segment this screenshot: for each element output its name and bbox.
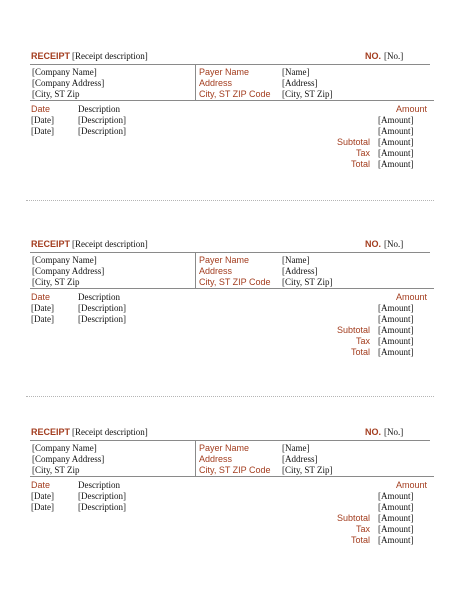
company-address: [Company Address]	[32, 454, 105, 464]
description-header: Description	[78, 292, 120, 302]
payer-address-label: Address	[199, 78, 233, 88]
subtotal-label: Subtotal	[336, 513, 370, 523]
line-item-date: [Date]	[31, 126, 54, 136]
receipt-1	[0, 0, 464, 170]
description-header: Description	[78, 104, 120, 114]
payer-name-label: Payer Name	[199, 443, 250, 453]
amount-header: Amount	[395, 292, 427, 302]
column-divider	[195, 441, 196, 476]
info-rule	[30, 288, 434, 289]
line-item-amount: [Amount]	[378, 126, 414, 136]
payer-city-label: City, ST ZIP Code	[199, 89, 271, 99]
line-item-description: [Description]	[78, 502, 126, 512]
line-item-description: [Description]	[78, 303, 126, 313]
subtotal-value: [Amount]	[378, 137, 414, 147]
receipt-number-value: [No.]	[384, 427, 404, 437]
tax-value: [Amount]	[378, 148, 414, 158]
payer-name-label: Payer Name	[199, 67, 250, 77]
line-item-amount: [Amount]	[378, 303, 414, 313]
company-city: [City, ST Zip	[32, 277, 80, 287]
header-rule	[30, 252, 430, 253]
company-address: [Company Address]	[32, 78, 105, 88]
payer-address-value: [Address]	[282, 266, 318, 276]
payer-city-value: [City, ST Zip]	[282, 277, 333, 287]
receipt-title: RECEIPT	[31, 51, 71, 61]
header-rule	[30, 440, 430, 441]
receipt-number-label: NO.	[365, 427, 382, 437]
subtotal-label: Subtotal	[336, 137, 370, 147]
total-label: Total	[350, 159, 370, 169]
amount-header: Amount	[395, 104, 427, 114]
tax-label: Tax	[355, 524, 370, 534]
company-city: [City, ST Zip	[32, 89, 80, 99]
payer-name-label: Payer Name	[199, 255, 250, 265]
line-item-date: [Date]	[31, 502, 54, 512]
line-item-amount: [Amount]	[378, 491, 414, 501]
receipt-number-label: NO.	[365, 239, 382, 249]
line-item-description: [Description]	[78, 115, 126, 125]
line-item-amount: [Amount]	[378, 115, 414, 125]
receipt-number-value: [No.]	[384, 51, 404, 61]
line-item-amount: [Amount]	[378, 502, 414, 512]
info-rule	[30, 476, 434, 477]
payer-name-value: [Name]	[282, 67, 310, 77]
tax-value: [Amount]	[378, 336, 414, 346]
receipt-2	[0, 188, 464, 358]
total-value: [Amount]	[378, 347, 414, 357]
payer-city-value: [City, ST Zip]	[282, 89, 333, 99]
tax-label: Tax	[355, 148, 370, 158]
receipt-number-label: NO.	[365, 51, 382, 61]
total-label: Total	[350, 347, 370, 357]
payer-address-label: Address	[199, 266, 233, 276]
total-value: [Amount]	[378, 535, 414, 545]
company-name: [Company Name]	[32, 443, 97, 453]
description-header: Description	[78, 480, 120, 490]
receipt-number-value: [No.]	[384, 239, 404, 249]
date-header: Date	[31, 292, 51, 302]
header-rule	[30, 64, 430, 65]
company-city: [City, ST Zip	[32, 465, 80, 475]
receipt-3	[0, 376, 464, 546]
tax-value: [Amount]	[378, 524, 414, 534]
payer-city-value: [City, ST Zip]	[282, 465, 333, 475]
tax-label: Tax	[355, 336, 370, 346]
line-item-description: [Description]	[78, 314, 126, 324]
line-item-date: [Date]	[31, 303, 54, 313]
company-name: [Company Name]	[32, 67, 97, 77]
date-header: Date	[31, 104, 51, 114]
payer-address-label: Address	[199, 454, 233, 464]
info-rule	[30, 100, 434, 101]
company-address: [Company Address]	[32, 266, 105, 276]
payer-name-value: [Name]	[282, 255, 310, 265]
receipt-description: [Receipt description]	[72, 239, 148, 249]
line-item-date: [Date]	[31, 491, 54, 501]
line-item-date: [Date]	[31, 314, 54, 324]
subtotal-label: Subtotal	[336, 325, 370, 335]
line-item-description: [Description]	[78, 491, 126, 501]
column-divider	[195, 65, 196, 100]
amount-header: Amount	[395, 480, 427, 490]
payer-name-value: [Name]	[282, 443, 310, 453]
receipt-title: RECEIPT	[31, 239, 71, 249]
line-item-description: [Description]	[78, 126, 126, 136]
payer-address-value: [Address]	[282, 454, 318, 464]
payer-address-value: [Address]	[282, 78, 318, 88]
payer-city-label: City, ST ZIP Code	[199, 277, 271, 287]
subtotal-value: [Amount]	[378, 325, 414, 335]
line-item-date: [Date]	[31, 115, 54, 125]
total-label: Total	[350, 535, 370, 545]
receipt-title: RECEIPT	[31, 427, 71, 437]
column-divider	[195, 253, 196, 288]
subtotal-value: [Amount]	[378, 513, 414, 523]
receipt-description: [Receipt description]	[72, 427, 148, 437]
total-value: [Amount]	[378, 159, 414, 169]
company-name: [Company Name]	[32, 255, 97, 265]
receipt-description: [Receipt description]	[72, 51, 148, 61]
line-item-amount: [Amount]	[378, 314, 414, 324]
payer-city-label: City, ST ZIP Code	[199, 465, 271, 475]
date-header: Date	[31, 480, 51, 490]
